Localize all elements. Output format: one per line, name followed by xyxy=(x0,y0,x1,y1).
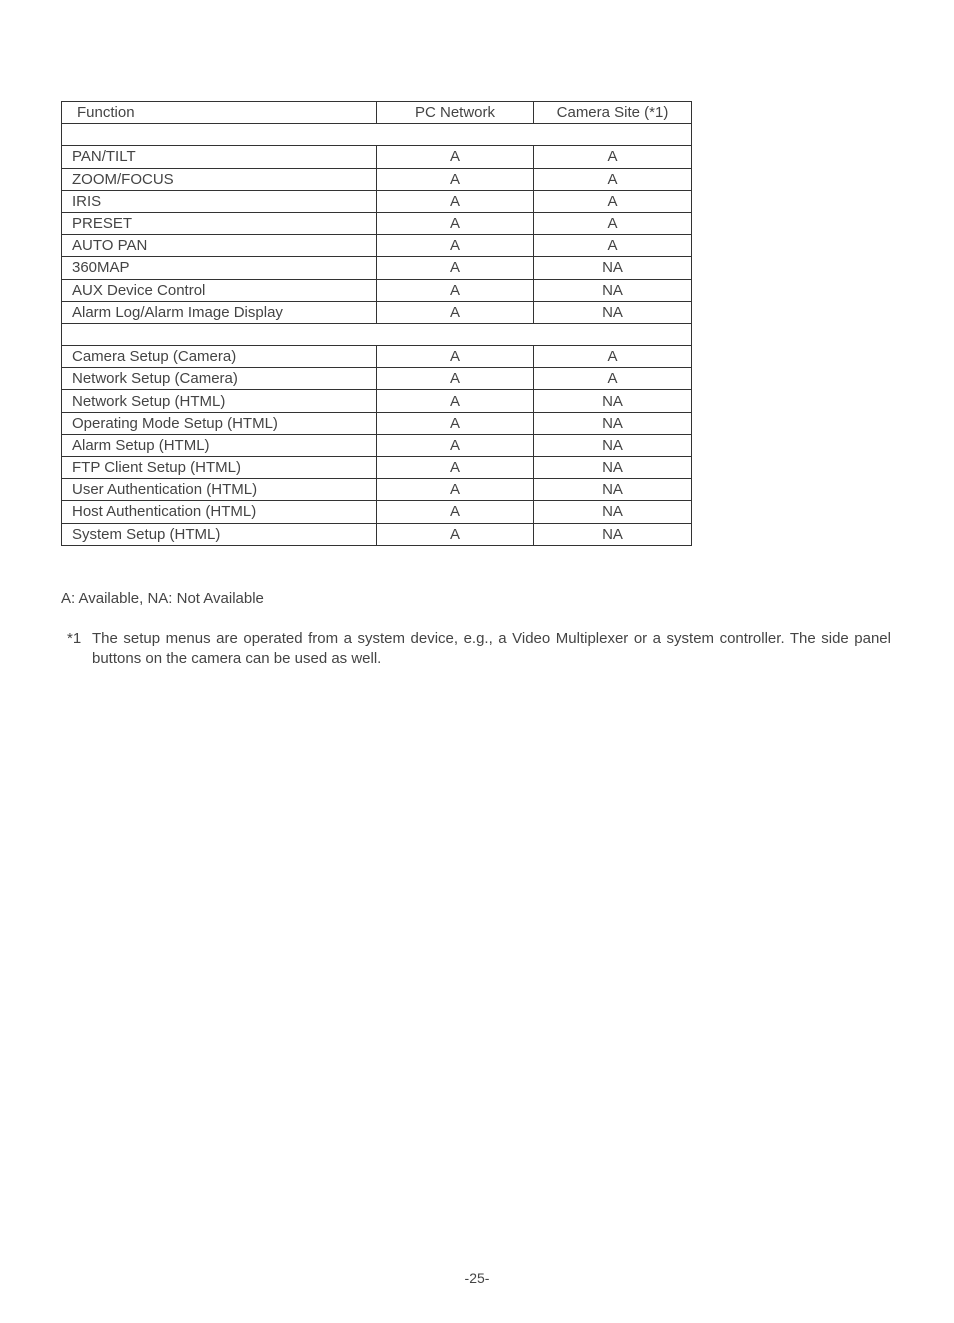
pc-network-cell: A xyxy=(377,168,534,190)
header-function: Function xyxy=(62,102,377,124)
pc-network-cell: A xyxy=(377,346,534,368)
camera-site-cell: A xyxy=(534,146,692,168)
function-cell: PAN/TILT xyxy=(62,146,377,168)
table-header-row xyxy=(62,102,692,124)
pc-network-cell: A xyxy=(377,501,534,523)
function-cell: Network Setup (Camera) xyxy=(62,368,377,390)
table-row xyxy=(62,457,692,479)
pc-network-cell: A xyxy=(377,457,534,479)
function-cell: Operating Mode Setup (HTML) xyxy=(62,412,377,434)
function-cell: IRIS xyxy=(62,190,377,212)
camera-site-cell: NA xyxy=(534,434,692,456)
pc-network-cell: A xyxy=(377,190,534,212)
function-cell: ZOOM/FOCUS xyxy=(62,168,377,190)
table-row xyxy=(62,301,692,323)
group-separator-cell xyxy=(62,323,692,345)
footnote xyxy=(61,629,891,669)
table-row xyxy=(62,146,692,168)
pc-network-cell: A xyxy=(377,523,534,545)
pc-network-cell: A xyxy=(377,479,534,501)
function-cell: User Authentication (HTML) xyxy=(62,479,377,501)
table-row xyxy=(62,279,692,301)
header-camera-site: Camera Site (*1) xyxy=(534,102,692,124)
table-row xyxy=(62,235,692,257)
function-cell: Network Setup (HTML) xyxy=(62,390,377,412)
pc-network-cell: A xyxy=(377,301,534,323)
table-row xyxy=(62,412,692,434)
pc-network-cell: A xyxy=(377,368,534,390)
group-separator-cell xyxy=(62,124,692,146)
table-body xyxy=(62,124,692,546)
function-cell: FTP Client Setup (HTML) xyxy=(62,457,377,479)
camera-site-cell: A xyxy=(534,190,692,212)
function-cell: System Setup (HTML) xyxy=(62,523,377,545)
table-row xyxy=(62,368,692,390)
camera-site-cell: NA xyxy=(534,279,692,301)
function-cell: AUX Device Control xyxy=(62,279,377,301)
function-cell: Camera Setup (Camera) xyxy=(62,346,377,368)
table-row xyxy=(62,523,692,545)
function-cell: PRESET xyxy=(62,212,377,234)
camera-site-cell: NA xyxy=(534,301,692,323)
table-row xyxy=(62,501,692,523)
pc-network-cell: A xyxy=(377,412,534,434)
table-row xyxy=(62,168,692,190)
camera-site-cell: NA xyxy=(534,501,692,523)
camera-site-cell: NA xyxy=(534,390,692,412)
group-separator-row xyxy=(62,323,692,345)
pc-network-cell: A xyxy=(377,212,534,234)
camera-site-cell: NA xyxy=(534,523,692,545)
camera-site-cell: NA xyxy=(534,412,692,434)
function-availability-table xyxy=(61,101,692,546)
group-separator-row xyxy=(62,124,692,146)
function-cell: AUTO PAN xyxy=(62,235,377,257)
table-row xyxy=(62,190,692,212)
pc-network-cell: A xyxy=(377,434,534,456)
table-row xyxy=(62,434,692,456)
page-number: -25- xyxy=(464,1270,490,1286)
footnote-text: The setup menus are operated from a system device, e.g., a Video Multiplexer or a system controller. The side panel buttons on the camera can be used as well. xyxy=(92,630,891,667)
table-row xyxy=(62,390,692,412)
function-cell: Alarm Setup (HTML) xyxy=(62,434,377,456)
function-cell: Alarm Log/Alarm Image Display xyxy=(62,301,377,323)
table-row xyxy=(62,479,692,501)
function-cell: 360MAP xyxy=(62,257,377,279)
camera-site-cell: A xyxy=(534,235,692,257)
camera-site-cell: NA xyxy=(534,479,692,501)
legend-text: A: Available, NA: Not Available xyxy=(61,590,264,607)
pc-network-cell: A xyxy=(377,390,534,412)
camera-site-cell: A xyxy=(534,212,692,234)
pc-network-cell: A xyxy=(377,235,534,257)
pc-network-cell: A xyxy=(377,279,534,301)
camera-site-cell: NA xyxy=(534,457,692,479)
camera-site-cell: A xyxy=(534,346,692,368)
function-cell: Host Authentication (HTML) xyxy=(62,501,377,523)
camera-site-cell: A xyxy=(534,168,692,190)
camera-site-cell: NA xyxy=(534,257,692,279)
table-row xyxy=(62,257,692,279)
header-pc-network: PC Network xyxy=(377,102,534,124)
table-row xyxy=(62,346,692,368)
table-row xyxy=(62,212,692,234)
camera-site-cell: A xyxy=(534,368,692,390)
pc-network-cell: A xyxy=(377,257,534,279)
footnote-mark: *1 xyxy=(67,630,82,647)
pc-network-cell: A xyxy=(377,146,534,168)
